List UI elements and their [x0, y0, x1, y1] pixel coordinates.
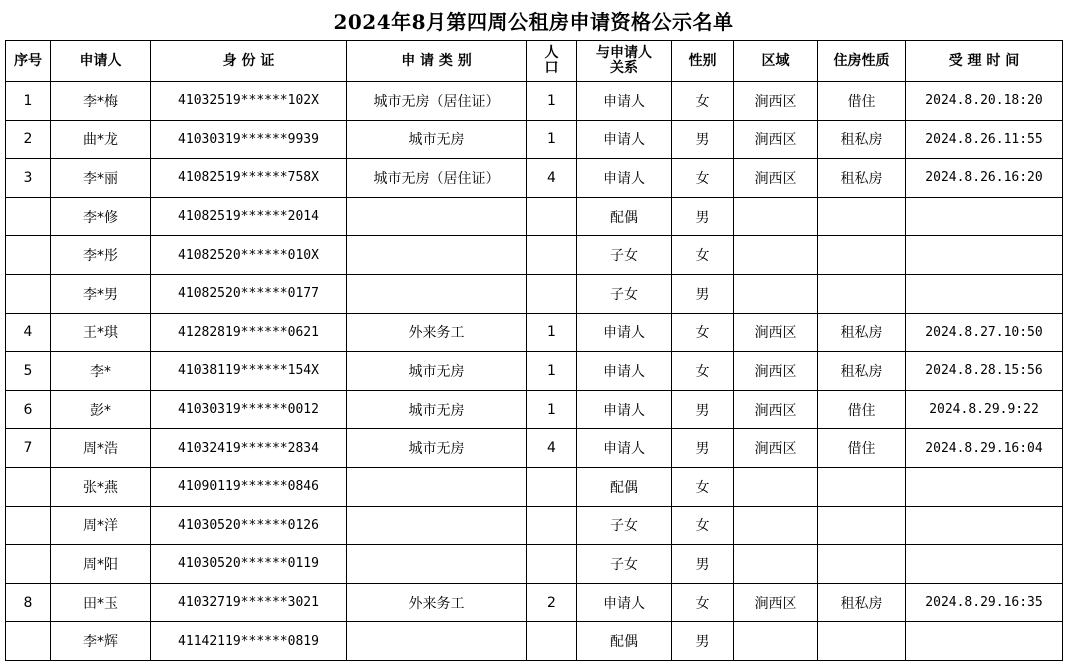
cell-type: 城市无房（居住证）: [347, 82, 527, 121]
cell-id: 41030319******9939: [151, 120, 347, 159]
cell-population: 1: [527, 82, 577, 121]
cell-population: 1: [527, 352, 577, 391]
cell-region: [734, 545, 818, 584]
cell-relation: 申请人: [577, 313, 672, 352]
cell-seq: 1: [6, 82, 51, 121]
cell-seq: [6, 467, 51, 506]
header-population-line1: 人: [544, 45, 559, 61]
cell-id: 41082520******010X: [151, 236, 347, 275]
header-time: 受 理 时 间: [906, 41, 1063, 82]
cell-name: 李*修: [51, 197, 151, 236]
cell-type: [347, 236, 527, 275]
cell-id: 41082520******0177: [151, 274, 347, 313]
table-row: [6, 390, 1063, 429]
cell-name: 李*彤: [51, 236, 151, 275]
table-header-row: [6, 41, 1063, 82]
cell-type: 城市无房: [347, 120, 527, 159]
table-row: [6, 467, 1063, 506]
cell-name: 曲*龙: [51, 120, 151, 159]
header-population-line2: 口: [544, 60, 559, 76]
cell-gender: 女: [672, 467, 734, 506]
cell-housing: [818, 467, 906, 506]
header-seq: 序号: [6, 41, 51, 82]
cell-gender: 女: [672, 352, 734, 391]
cell-seq: [6, 622, 51, 661]
cell-name: 王*琪: [51, 313, 151, 352]
cell-seq: 8: [6, 583, 51, 622]
cell-id: 41032519******102X: [151, 82, 347, 121]
cell-region: 涧西区: [734, 82, 818, 121]
cell-gender: 女: [672, 159, 734, 198]
cell-time: 2024.8.29.16:04: [906, 429, 1063, 468]
cell-name: 李*丽: [51, 159, 151, 198]
cell-region: 涧西区: [734, 429, 818, 468]
table-row: [6, 197, 1063, 236]
cell-housing: [818, 545, 906, 584]
cell-seq: 7: [6, 429, 51, 468]
cell-region: 涧西区: [734, 159, 818, 198]
cell-housing: [818, 197, 906, 236]
cell-gender: 男: [672, 429, 734, 468]
cell-name: 田*玉: [51, 583, 151, 622]
cell-gender: 女: [672, 313, 734, 352]
cell-id: 41030319******0012: [151, 390, 347, 429]
cell-seq: 4: [6, 313, 51, 352]
table-row: [6, 274, 1063, 313]
cell-region: [734, 467, 818, 506]
table-row: [6, 583, 1063, 622]
cell-gender: 男: [672, 197, 734, 236]
cell-time: 2024.8.26.11:55: [906, 120, 1063, 159]
cell-id: 41032419******2834: [151, 429, 347, 468]
table-row: [6, 120, 1063, 159]
cell-relation: 配偶: [577, 197, 672, 236]
cell-id: 41082519******2014: [151, 197, 347, 236]
cell-population: [527, 467, 577, 506]
cell-seq: 3: [6, 159, 51, 198]
cell-region: [734, 236, 818, 275]
cell-type: [347, 197, 527, 236]
cell-housing: 租私房: [818, 159, 906, 198]
cell-seq: [6, 197, 51, 236]
table-row: [6, 159, 1063, 198]
cell-time: [906, 274, 1063, 313]
cell-population: 2: [527, 583, 577, 622]
cell-population: [527, 197, 577, 236]
cell-population: [527, 274, 577, 313]
header-type: 申 请 类 别: [347, 41, 527, 82]
cell-population: 1: [527, 390, 577, 429]
cell-name: 张*燕: [51, 467, 151, 506]
cell-relation: 申请人: [577, 390, 672, 429]
cell-time: [906, 506, 1063, 545]
cell-housing: [818, 506, 906, 545]
cell-name: 李*男: [51, 274, 151, 313]
cell-name: 周*洋: [51, 506, 151, 545]
cell-name: 李*: [51, 352, 151, 391]
cell-housing: 租私房: [818, 352, 906, 391]
cell-seq: [6, 545, 51, 584]
cell-housing: 借住: [818, 82, 906, 121]
cell-region: 涧西区: [734, 390, 818, 429]
cell-seq: 6: [6, 390, 51, 429]
cell-housing: 租私房: [818, 583, 906, 622]
cell-type: [347, 545, 527, 584]
cell-gender: 女: [672, 506, 734, 545]
cell-region: 涧西区: [734, 313, 818, 352]
cell-time: 2024.8.29.9:22: [906, 390, 1063, 429]
cell-housing: 借住: [818, 429, 906, 468]
cell-gender: 女: [672, 82, 734, 121]
cell-type: 城市无房: [347, 352, 527, 391]
cell-region: 涧西区: [734, 120, 818, 159]
cell-relation: 子女: [577, 545, 672, 584]
cell-id: 41082519******758X: [151, 159, 347, 198]
cell-region: 涧西区: [734, 583, 818, 622]
cell-region: 涧西区: [734, 352, 818, 391]
table-row: [6, 313, 1063, 352]
cell-id: 41030520******0126: [151, 506, 347, 545]
cell-time: 2024.8.26.16:20: [906, 159, 1063, 198]
cell-type: 城市无房: [347, 390, 527, 429]
cell-relation: 子女: [577, 506, 672, 545]
cell-type: [347, 622, 527, 661]
cell-time: [906, 545, 1063, 584]
cell-population: [527, 506, 577, 545]
table-row: [6, 82, 1063, 121]
cell-id: 41090119******0846: [151, 467, 347, 506]
cell-name: 李*梅: [51, 82, 151, 121]
applicant-table: [5, 40, 1063, 661]
cell-seq: [6, 506, 51, 545]
cell-population: [527, 236, 577, 275]
cell-relation: 申请人: [577, 352, 672, 391]
cell-gender: 女: [672, 236, 734, 275]
table-row: [6, 236, 1063, 275]
cell-relation: 申请人: [577, 120, 672, 159]
cell-region: [734, 506, 818, 545]
table-row: [6, 545, 1063, 584]
cell-time: 2024.8.27.10:50: [906, 313, 1063, 352]
cell-id: 41282819******0621: [151, 313, 347, 352]
cell-population: 1: [527, 120, 577, 159]
table-row: [6, 352, 1063, 391]
cell-housing: [818, 622, 906, 661]
header-relation-line2: 关系: [610, 60, 638, 76]
cell-housing: [818, 236, 906, 275]
cell-name: 彭*: [51, 390, 151, 429]
cell-id: 41038119******154X: [151, 352, 347, 391]
cell-population: 1: [527, 313, 577, 352]
cell-type: 外来务工: [347, 313, 527, 352]
table-body: [6, 82, 1063, 661]
cell-seq: 5: [6, 352, 51, 391]
cell-housing: 租私房: [818, 120, 906, 159]
cell-gender: 男: [672, 120, 734, 159]
cell-name: 周*浩: [51, 429, 151, 468]
cell-region: [734, 197, 818, 236]
cell-housing: 租私房: [818, 313, 906, 352]
cell-relation: 申请人: [577, 429, 672, 468]
cell-seq: [6, 236, 51, 275]
header-housing: 住房性质: [818, 41, 906, 82]
cell-type: 城市无房（居住证）: [347, 159, 527, 198]
header-region: 区域: [734, 41, 818, 82]
header-relation-line1: 与申请人: [596, 45, 652, 61]
cell-population: [527, 545, 577, 584]
cell-gender: 男: [672, 545, 734, 584]
cell-time: 2024.8.28.15:56: [906, 352, 1063, 391]
cell-gender: 男: [672, 622, 734, 661]
cell-id: 41030520******0119: [151, 545, 347, 584]
header-gender: 性别: [672, 41, 734, 82]
cell-name: 周*阳: [51, 545, 151, 584]
cell-type: 城市无房: [347, 429, 527, 468]
cell-time: [906, 197, 1063, 236]
cell-time: [906, 467, 1063, 506]
cell-time: [906, 622, 1063, 661]
cell-seq: [6, 274, 51, 313]
table-row: [6, 429, 1063, 468]
cell-type: [347, 274, 527, 313]
cell-gender: 男: [672, 390, 734, 429]
cell-relation: 子女: [577, 274, 672, 313]
cell-relation: 子女: [577, 236, 672, 275]
cell-gender: 女: [672, 583, 734, 622]
cell-type: 外来务工: [347, 583, 527, 622]
cell-region: [734, 274, 818, 313]
cell-name: 李*辉: [51, 622, 151, 661]
cell-type: [347, 467, 527, 506]
table-row: [6, 622, 1063, 661]
cell-relation: 配偶: [577, 467, 672, 506]
cell-housing: [818, 274, 906, 313]
cell-id: 41032719******3021: [151, 583, 347, 622]
cell-relation: 配偶: [577, 622, 672, 661]
cell-region: [734, 622, 818, 661]
cell-time: 2024.8.29.16:35: [906, 583, 1063, 622]
header-relation: [577, 41, 672, 82]
header-population: [527, 41, 577, 82]
cell-population: 4: [527, 159, 577, 198]
cell-id: 41142119******0819: [151, 622, 347, 661]
cell-type: [347, 506, 527, 545]
cell-relation: 申请人: [577, 82, 672, 121]
header-id: 身 份 证: [151, 41, 347, 82]
cell-time: 2024.8.20.18:20: [906, 82, 1063, 121]
cell-relation: 申请人: [577, 159, 672, 198]
cell-housing: 借住: [818, 390, 906, 429]
page-title: 2024年8月第四周公租房申请资格公示名单: [333, 10, 734, 34]
table-row: [6, 506, 1063, 545]
cell-seq: 2: [6, 120, 51, 159]
cell-gender: 男: [672, 274, 734, 313]
cell-population: 4: [527, 429, 577, 468]
cell-time: [906, 236, 1063, 275]
header-applicant: 申请人: [51, 41, 151, 82]
cell-relation: 申请人: [577, 583, 672, 622]
cell-population: [527, 622, 577, 661]
